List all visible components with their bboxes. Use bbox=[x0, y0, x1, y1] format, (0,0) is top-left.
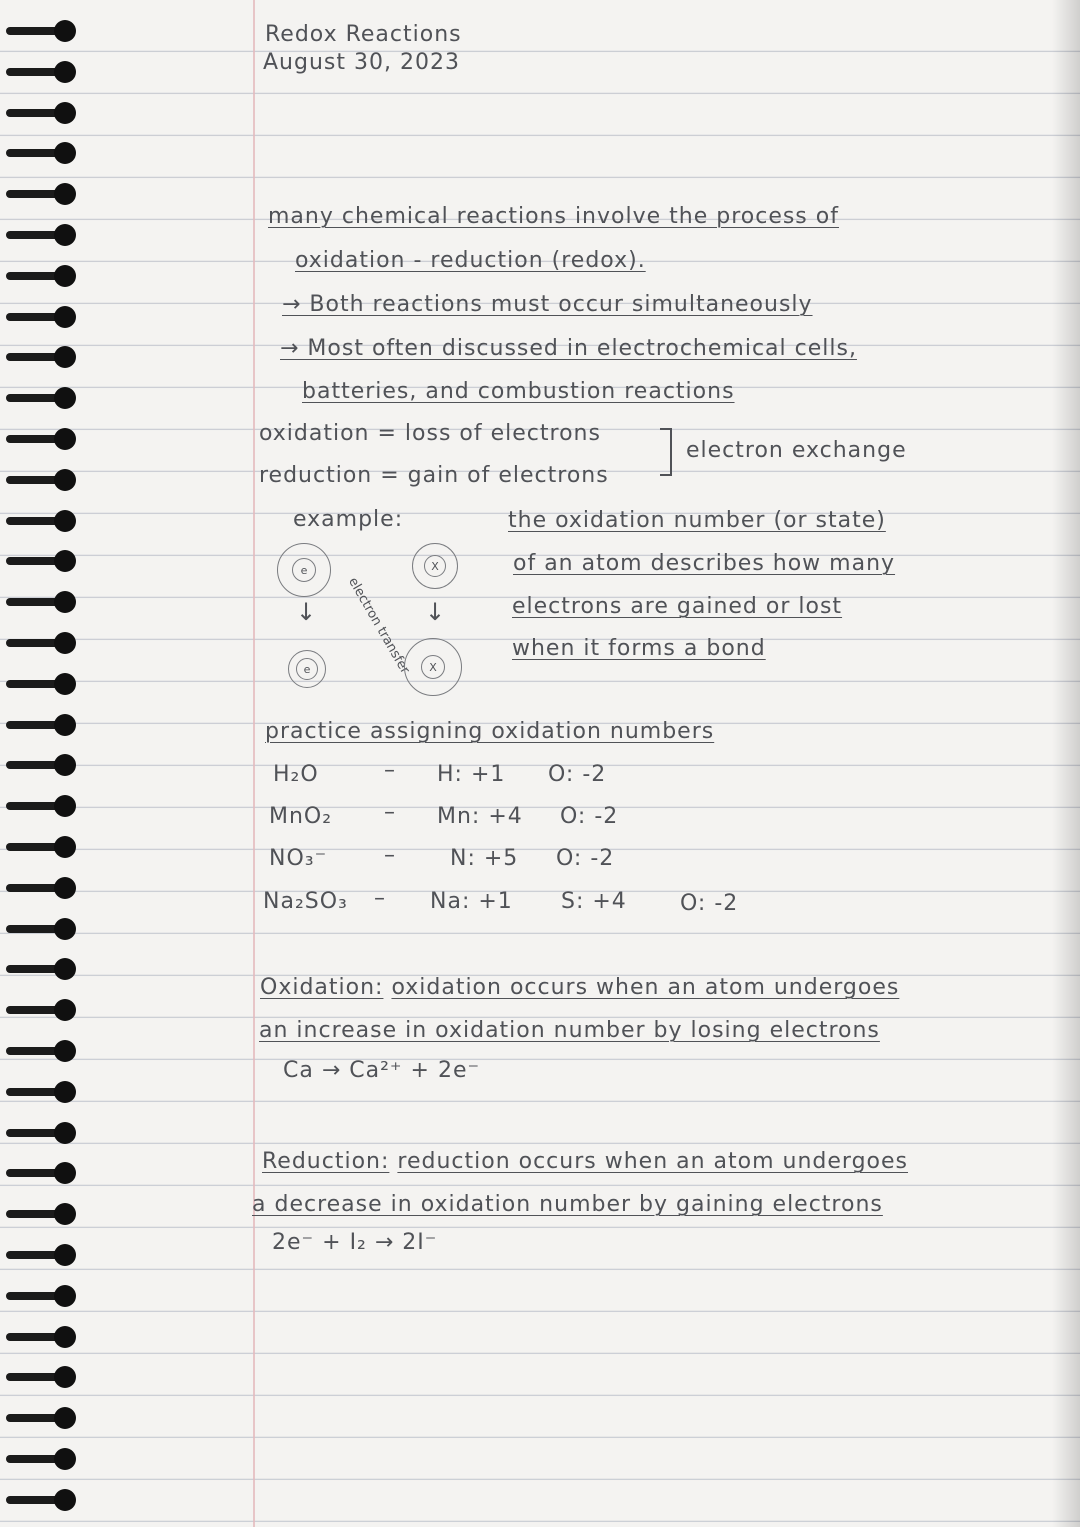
example-desc-2: of an atom describes how many bbox=[513, 551, 896, 576]
spiral-ring bbox=[6, 61, 72, 83]
spiral-binding bbox=[0, 0, 80, 1527]
spiral-hole bbox=[54, 754, 76, 776]
spiral-ring bbox=[6, 346, 72, 368]
spiral-hole bbox=[54, 673, 76, 695]
spiral-ring bbox=[6, 428, 72, 450]
spiral-hole bbox=[54, 999, 76, 1021]
spiral-hole bbox=[54, 183, 76, 205]
practice-ox-a: N: +5 bbox=[450, 846, 519, 871]
practice-compound: H₂O bbox=[273, 762, 319, 787]
spiral-ring bbox=[6, 1489, 72, 1511]
intro-bullet-2a: → Most often discussed in electrochemical cells, bbox=[280, 336, 857, 361]
spiral-ring bbox=[6, 1122, 72, 1144]
spiral-hole bbox=[54, 958, 76, 980]
arrow-down-right-icon: ↓ bbox=[425, 598, 446, 626]
atom-left-bottom bbox=[288, 650, 326, 688]
spiral-hole bbox=[54, 224, 76, 246]
example-desc-3: electrons are gained or lost bbox=[512, 594, 843, 619]
spiral-hole bbox=[54, 265, 76, 287]
intro-bullet-1: → Both reactions must occur simultaneously bbox=[282, 292, 813, 317]
spiral-hole bbox=[54, 1203, 76, 1225]
atom-left-bottom-core: e bbox=[296, 658, 318, 680]
spiral-ring bbox=[6, 754, 72, 776]
practice-ox-b: O: -2 bbox=[548, 762, 607, 787]
spiral-hole bbox=[54, 469, 76, 491]
atom-left-top bbox=[277, 543, 331, 597]
spiral-ring bbox=[6, 306, 72, 328]
spiral-hole bbox=[54, 1244, 76, 1266]
practice-ox-b: S: +4 bbox=[561, 889, 627, 914]
reduction-line-1: reduction occurs when an atom undergoes bbox=[397, 1149, 909, 1174]
spiral-hole bbox=[54, 142, 76, 164]
spiral-ring bbox=[6, 224, 72, 246]
intro-line-1: many chemical reactions involve the process of bbox=[268, 204, 839, 229]
spiral-ring bbox=[6, 1448, 72, 1470]
spiral-ring bbox=[6, 632, 72, 654]
spiral-hole bbox=[54, 510, 76, 532]
practice-compound: MnO₂ bbox=[269, 804, 333, 829]
spiral-ring bbox=[6, 469, 72, 491]
spiral-hole bbox=[54, 1448, 76, 1470]
intro-line-2: oxidation - reduction (redox). bbox=[295, 248, 646, 273]
definition-oxidation: oxidation = loss of electrons bbox=[259, 421, 601, 446]
intro-bullet-2b: batteries, and combustion reactions bbox=[302, 379, 735, 404]
spiral-hole bbox=[54, 1326, 76, 1348]
oxidation-section bbox=[260, 975, 899, 1000]
practice-ox-a: Mn: +4 bbox=[437, 804, 523, 829]
atom-right-bottom-core: X bbox=[421, 655, 445, 679]
oxidation-equation: Ca → Ca²⁺ + 2e⁻ bbox=[283, 1058, 481, 1083]
example-desc-4: when it forms a bond bbox=[512, 636, 766, 661]
arrow-down-left-icon: ↓ bbox=[296, 598, 317, 626]
practice-ox-a: H: +1 bbox=[437, 762, 506, 787]
spiral-ring bbox=[6, 673, 72, 695]
spiral-hole bbox=[54, 1489, 76, 1511]
page-title: Redox Reactions bbox=[265, 22, 462, 47]
page-date: August 30, 2023 bbox=[263, 50, 460, 75]
spiral-ring bbox=[6, 265, 72, 287]
spiral-hole bbox=[54, 632, 76, 654]
oxidation-term: Oxidation: bbox=[260, 975, 384, 1000]
practice-dash: – bbox=[374, 886, 386, 911]
spiral-ring bbox=[6, 510, 72, 532]
spiral-hole bbox=[54, 20, 76, 42]
atom-right-bottom bbox=[404, 638, 462, 696]
practice-compound: NO₃⁻ bbox=[269, 846, 328, 871]
reduction-term: Reduction: bbox=[262, 1149, 390, 1174]
spiral-hole bbox=[54, 61, 76, 83]
spiral-hole bbox=[54, 1407, 76, 1429]
spiral-hole bbox=[54, 836, 76, 858]
practice-dash: – bbox=[384, 800, 396, 825]
spiral-ring bbox=[6, 714, 72, 736]
practice-dash: – bbox=[384, 843, 396, 868]
spiral-hole bbox=[54, 877, 76, 899]
spiral-ring bbox=[6, 918, 72, 940]
spiral-ring bbox=[6, 1040, 72, 1062]
spiral-ring bbox=[6, 102, 72, 124]
reduction-section bbox=[262, 1149, 908, 1174]
reduction-equation: 2e⁻ + I₂ → 2I⁻ bbox=[272, 1230, 438, 1255]
spiral-hole bbox=[54, 1081, 76, 1103]
spiral-hole bbox=[54, 346, 76, 368]
practice-heading: practice assigning oxidation numbers bbox=[265, 719, 715, 744]
spiral-hole bbox=[54, 1040, 76, 1062]
oxidation-line-1: oxidation occurs when an atom undergoes bbox=[391, 975, 900, 1000]
spiral-hole bbox=[54, 795, 76, 817]
definition-bracket bbox=[660, 428, 672, 476]
spiral-hole bbox=[54, 102, 76, 124]
spiral-hole bbox=[54, 591, 76, 613]
spiral-ring bbox=[6, 387, 72, 409]
spiral-hole bbox=[54, 1122, 76, 1144]
example-label: example: bbox=[293, 507, 404, 532]
practice-compound: Na₂SO₃ bbox=[263, 889, 348, 914]
spiral-ring bbox=[6, 958, 72, 980]
spiral-hole bbox=[54, 1366, 76, 1388]
spiral-ring bbox=[6, 550, 72, 572]
spiral-ring bbox=[6, 20, 72, 42]
definition-reduction: reduction = gain of electrons bbox=[259, 463, 609, 488]
practice-ox-b: O: -2 bbox=[560, 804, 619, 829]
spiral-ring bbox=[6, 1366, 72, 1388]
spiral-ring bbox=[6, 1203, 72, 1225]
spiral-hole bbox=[54, 387, 76, 409]
reduction-line-2: a decrease in oxidation number by gaining electrons bbox=[252, 1192, 883, 1217]
spiral-ring bbox=[6, 591, 72, 613]
atom-right-top-core: X bbox=[424, 555, 446, 577]
spiral-ring bbox=[6, 1162, 72, 1184]
spiral-ring bbox=[6, 142, 72, 164]
spiral-ring bbox=[6, 836, 72, 858]
bracket-label: electron exchange bbox=[686, 438, 907, 463]
oxidation-line-2: an increase in oxidation number by losing electrons bbox=[259, 1018, 880, 1043]
spiral-hole bbox=[54, 918, 76, 940]
practice-dash: – bbox=[384, 758, 396, 783]
electron-transfer-label: electron transfer bbox=[345, 575, 413, 677]
spiral-ring bbox=[6, 877, 72, 899]
margin-line bbox=[253, 0, 255, 1527]
spiral-hole bbox=[54, 550, 76, 572]
spiral-ring bbox=[6, 1285, 72, 1307]
spiral-ring bbox=[6, 1081, 72, 1103]
spiral-ring bbox=[6, 183, 72, 205]
spiral-hole bbox=[54, 1162, 76, 1184]
spiral-hole bbox=[54, 1285, 76, 1307]
practice-ox-a: Na: +1 bbox=[430, 889, 513, 914]
example-desc-1: the oxidation number (or state) bbox=[508, 508, 886, 533]
atom-right-top bbox=[412, 543, 458, 589]
spiral-ring bbox=[6, 795, 72, 817]
spiral-ring bbox=[6, 1407, 72, 1429]
spiral-hole bbox=[54, 306, 76, 328]
practice-ox-b: O: -2 bbox=[556, 846, 615, 871]
practice-ox-c: O: -2 bbox=[680, 891, 739, 916]
atom-left-top-core: e bbox=[292, 558, 316, 582]
page-edge-shadow bbox=[1052, 0, 1080, 1527]
spiral-ring bbox=[6, 999, 72, 1021]
spiral-hole bbox=[54, 428, 76, 450]
spiral-hole bbox=[54, 714, 76, 736]
spiral-ring bbox=[6, 1326, 72, 1348]
spiral-ring bbox=[6, 1244, 72, 1266]
